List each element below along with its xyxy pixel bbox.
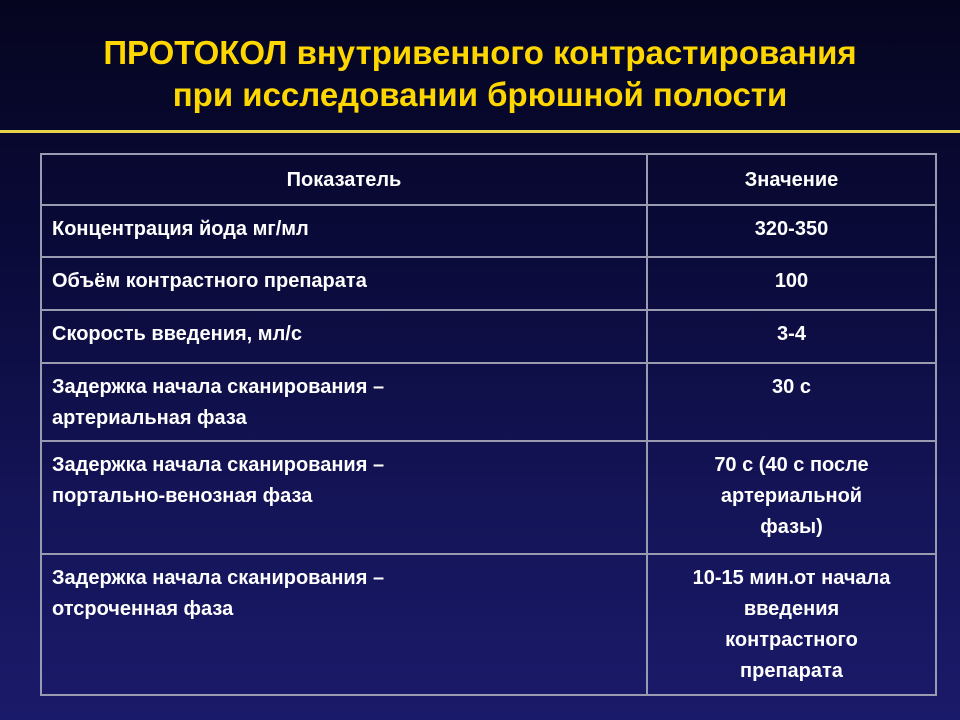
header-value: Значение bbox=[647, 154, 936, 205]
row-4-parameter-line-2: артериальная фаза bbox=[52, 407, 247, 429]
row-6-parameter bbox=[41, 554, 647, 695]
row-4-value-line-1: 30 с bbox=[772, 376, 811, 398]
row-6-parameter-line-2: отсроченная фаза bbox=[52, 598, 234, 620]
row-5-parameter-line-2: портально-венозная фаза bbox=[52, 485, 313, 507]
row-5-value-line-2: артериальной bbox=[720, 485, 863, 507]
row-1-value-line-1: 320-350 bbox=[754, 218, 829, 240]
row-3-value bbox=[647, 310, 936, 363]
row-1-parameter-line-1: Концентрация йода мг/мл bbox=[52, 218, 309, 240]
row-6-value-line-4: препарата bbox=[740, 660, 843, 682]
table-row bbox=[41, 554, 936, 695]
slide-title bbox=[0, 32, 960, 116]
row-6-value-line-3: контрастного bbox=[725, 629, 858, 651]
row-4-parameter-line-1: Задержка начала сканирования – bbox=[52, 376, 385, 398]
row-2-parameter-line-1: Объём контрастного препарата bbox=[52, 270, 367, 292]
table-row bbox=[41, 441, 936, 554]
row-6-value-line-1: 10-15 мин.от начала bbox=[692, 567, 891, 589]
row-6-value-line-2: введения bbox=[743, 598, 840, 620]
table-header-row bbox=[41, 154, 936, 205]
row-3-parameter-line-1: Скорость введения, мл/с bbox=[52, 323, 302, 345]
row-4-value bbox=[647, 363, 936, 441]
table-row bbox=[41, 310, 936, 363]
table-row bbox=[41, 363, 936, 441]
title-divider bbox=[0, 130, 960, 133]
row-2-value-line-1: 100 bbox=[774, 270, 809, 292]
row-3-value-line-1: 3-4 bbox=[777, 323, 806, 345]
row-3-parameter bbox=[41, 310, 647, 363]
row-1-value bbox=[647, 205, 936, 257]
row-5-value-line-3: фазы) bbox=[760, 516, 823, 538]
table-row bbox=[41, 205, 936, 257]
table-row bbox=[41, 257, 936, 310]
slide-title-line-2: при исследовании брюшной полости bbox=[172, 76, 788, 113]
row-6-parameter-line-1: Задержка начала сканирования – bbox=[52, 567, 385, 589]
row-5-parameter bbox=[41, 441, 647, 554]
row-5-value-line-1: 70 с (40 с после bbox=[714, 454, 869, 476]
row-1-parameter bbox=[41, 205, 647, 257]
slide-title-line-1: ПРОТОКОЛ внутривенного контрастирования bbox=[103, 34, 857, 71]
row-2-parameter bbox=[41, 257, 647, 310]
row-4-parameter bbox=[41, 363, 647, 441]
row-5-value bbox=[647, 441, 936, 554]
header-parameter: Показатель bbox=[41, 154, 647, 205]
row-5-parameter-line-1: Задержка начала сканирования – bbox=[52, 454, 385, 476]
row-6-value bbox=[647, 554, 936, 695]
protocol-table bbox=[40, 153, 937, 696]
row-2-value bbox=[647, 257, 936, 310]
protocol-table-container bbox=[40, 153, 935, 689]
